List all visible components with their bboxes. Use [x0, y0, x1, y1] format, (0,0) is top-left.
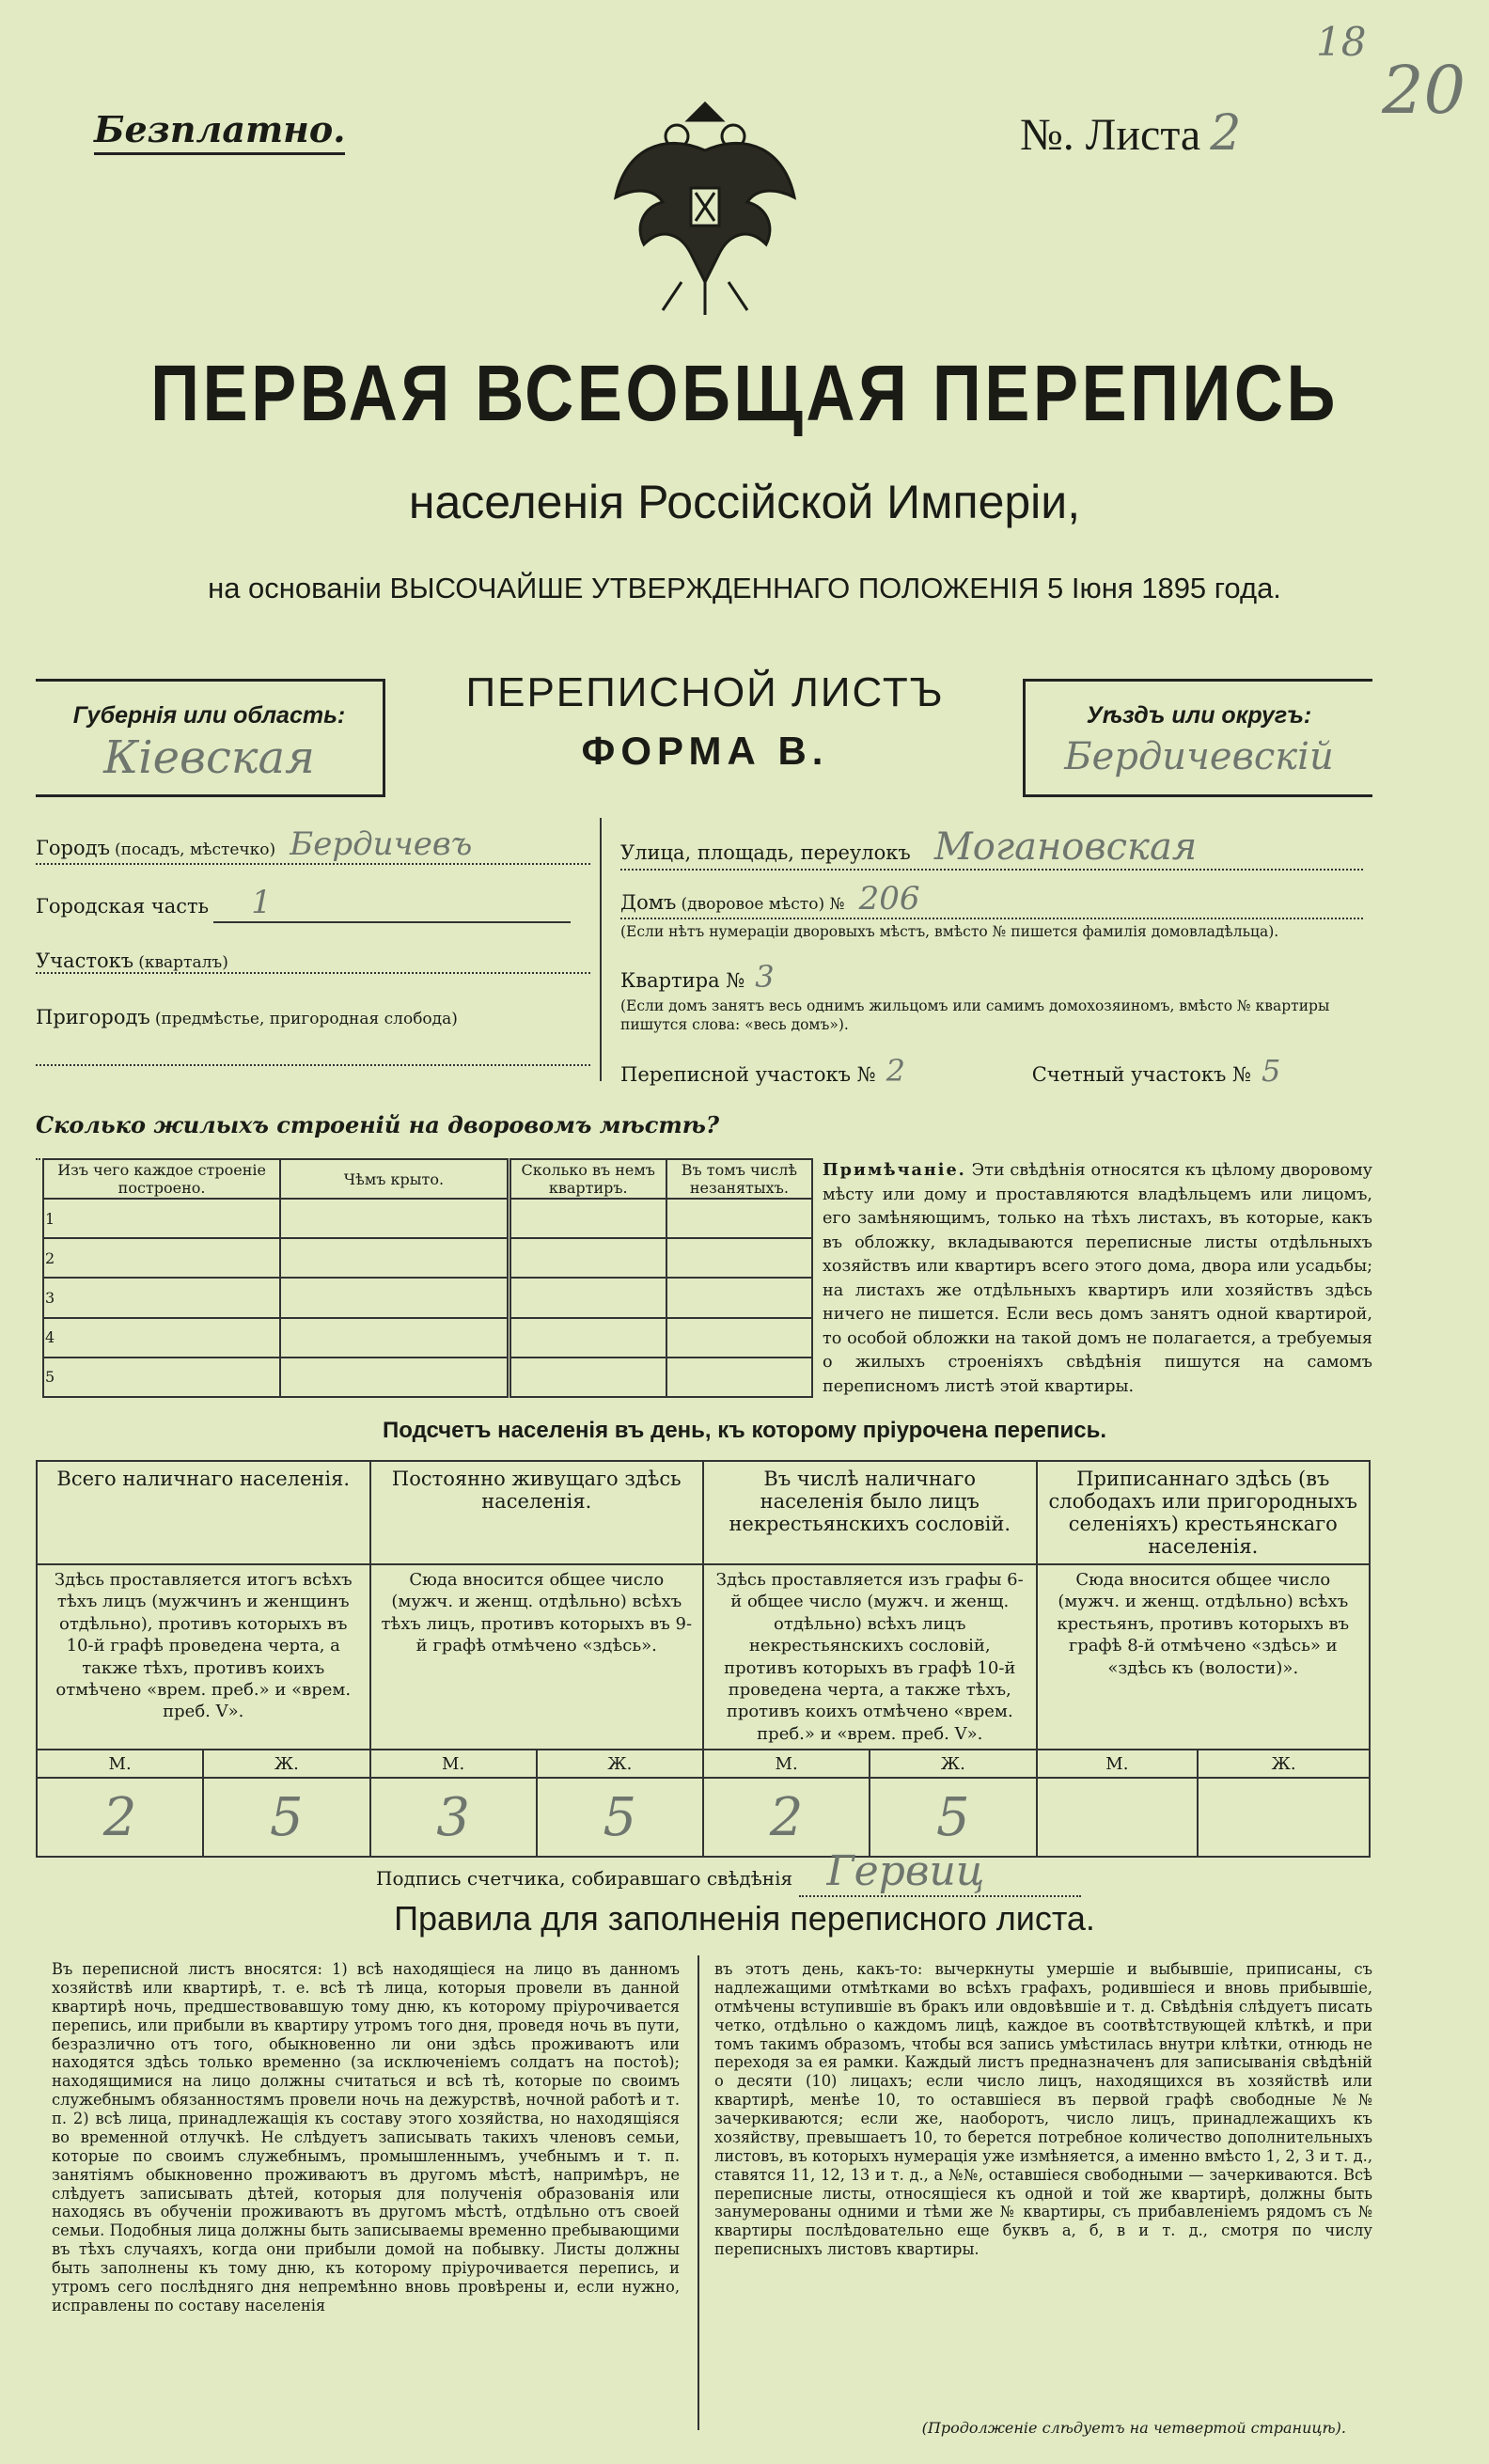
- housing-row-num: 2: [43, 1238, 280, 1278]
- male-count: [1037, 1778, 1199, 1857]
- housing-row-num: 3: [43, 1278, 280, 1317]
- female-count: [1198, 1778, 1370, 1857]
- rules-continued: (Продолженіе слѣдуетъ на четвертой страницѣ).: [921, 2419, 1346, 2437]
- district-row: [36, 950, 590, 974]
- legal-basis: на основаніи ВЫСОЧАЙШЕ УТВЕРЖДЕННАГО ПОЛОЖЕНІЯ 5 Іюня 1895 года.: [208, 572, 1281, 604]
- housing-table: [42, 1158, 813, 1398]
- gubernia-value: Кіевская: [103, 731, 315, 784]
- census-area-row: [620, 1053, 1363, 1089]
- housing-col-apts: Сколько въ немъ квартиръ.: [509, 1159, 666, 1199]
- gubernia-label: Губернія или область:: [72, 702, 346, 729]
- female-count: 5: [537, 1778, 703, 1857]
- male-label: М.: [703, 1750, 870, 1778]
- rules-right: въ этотъ день, какъ-то: вычеркнуты умершіе и выбывшіе, приписаны, съ надлежащими отмѣтками во всѣхъ графахъ, родившіеся и вновь прибывшіе, отмѣчены вступившіе въ бракъ или овдовѣвшіе и т. д. Свѣдѣнія слѣдуетъ писать четко, отдѣльно о каждомъ лицѣ, каждое въ соотвѣтствующей клѣткѣ, и при томъ такимъ образомъ, чтобы вся запись умѣстилась внутри клѣтки, отнюдь не переходя за ея рамки. Каждый листъ предназначенъ для записыванія свѣдѣній о десяти (10) лицахъ; если число лицъ, находящихся въ хозяйствѣ или квартирѣ, менѣе 10, то оставшіеся въ первой графѣ свободные №№ зачеркиваются; если же, наоборотъ, число лицъ, принадлежащихъ къ хозяйству, превышаетъ 10, то берется потребное количество дополнительныхъ листовъ, въ которыхъ нумерація уже измѣняется, а именно вмѣсто 1, 2, 3 и т. д., ставятся 11, 12, 13 и т. д., а №№, оставшіеся свободными — зачеркиваются. Всѣ переписные листы, относящіеся къ одной и той же квартирѣ, должны быть занумерованы одними и тѣми же № квартиры, съ прибавленіемъ рядомъ съ № квартиры послѣдовательно еще буквъ а, б, в и т. д., смотря по числу переписныхъ листовъ квартиры.: [714, 1960, 1372, 2259]
- housing-col-vacant: Въ томъ числѣ незанятыхъ.: [666, 1159, 812, 1199]
- pop-col-header: Въ числѣ наличнаго населенія было лицъ некрестьянскихъ сословій.: [703, 1461, 1037, 1564]
- suburb-line: [36, 1064, 590, 1066]
- signature-value: Гервиц: [826, 1847, 985, 1895]
- uezd-box: [1023, 679, 1372, 797]
- form-type: ФОРМА В.: [581, 729, 829, 773]
- housing-note-text: Эти свѣдѣнія относятся къ цѣлому дворовому мѣсту или дому и проставляются владѣльцемъ или лицомъ, его замѣняющимъ, только на тѣхъ листахъ, въ которые, какъ въ обложку, вкладываются переписные листы отдѣльныхъ хозяйствъ или квартиръ всего этого дома, двора или усадьбы; на листахъ же отдѣльныхъ квартиръ или хозяйствъ здѣсь ничего не пишется. Если весь домъ занятъ одной квартирой, то особой обложки на такой домъ не полагается, а требуемыя о жилыхъ строеніяхъ свѣдѣнія пишутся на самомъ переписномъ листѣ этой квартиры.: [823, 1161, 1372, 1396]
- district-hint: (кварталъ): [138, 953, 228, 972]
- pop-col-desc: Здѣсь проставляется итогъ всѣхъ тѣхъ лицъ (мужчинъ и женщинъ отдѣльно), противъ которыхъ въ 10-й графѣ проведена черта, а также тѣхъ, противъ коихъ отмѣчено «врем. преб.» и «врем. преб. V».: [37, 1564, 370, 1750]
- rules-left: Въ переписной листъ вносятся: 1) всѣ находящіеся на лицо въ данномъ хозяйствѣ или квартирѣ, т. е. всѣ тѣ лица, которыя провели въ данной квартирѣ ночь, предшествовавшую тому дню, къ которому пріурочивается перепись, или прибыли въ квартиру утромъ того дня, проведя ночь въ пути, безразлично отъ того, обыкновенно ли они здѣсь проживаютъ или находятся здѣсь только временно (за исключеніемъ солдатъ на постоѣ); находящимися на лицо должны считаться и всѣ тѣ, которые по своимъ служебнымъ обязанностямъ провели ночь на дежурствѣ, ночной работѣ и т. п. 2) всѣ лица, принадлежащія къ составу этого хозяйства, но находящіяся во временной отлучкѣ. Не слѣдуетъ записывать такихъ членовъ семьи, которые по своимъ служебнымъ, промышленнымъ, учебнымъ и т. п. занятіямъ обыкновенно проживаютъ въ другомъ мѣстѣ, напримѣръ, не слѣдуетъ записывать дѣтей, которыя для полученія образованія или находясь въ обученіи проживаютъ въ другомъ мѣстѣ, отдѣльно отъ своей семьи. Подобныя лица должны быть записываемы временно пребывающими въ тѣхъ случаяхъ, когда они прибыли домой на побывку. Листы должны быть заполнены къ тому дню, къ которому пріурочивается перепись, и утромъ сего послѣдняго дня непремѣнно вновь провѣрены и, если нужно, исправлены по составу населенія: [52, 1960, 680, 2315]
- house-note: (Если нѣтъ нумераціи дворовыхъ мѣстъ, вмѣсто № пишется фамилія домовладѣльца).: [620, 923, 1279, 940]
- male-label: М.: [1037, 1750, 1199, 1778]
- uezd-value: Бердичевскій: [1064, 735, 1334, 778]
- count-area-label: Счетный участокъ №: [1031, 1063, 1251, 1086]
- sheet-number-label: №. Листа: [1020, 110, 1201, 160]
- housing-row-num: 1: [43, 1199, 280, 1238]
- suburb-label: Пригородъ: [36, 1006, 150, 1028]
- house-hint: (дворовое мѣсто) №: [681, 895, 845, 914]
- city-label: Городъ: [36, 837, 110, 859]
- house-label: Домъ: [620, 891, 677, 914]
- male-count: 2: [37, 1778, 203, 1857]
- male-count: 3: [370, 1778, 537, 1857]
- population-title: Подсчетъ населенія въ день, къ которому пріурочена перепись.: [383, 1418, 1106, 1443]
- apt-note: (Если домъ занятъ весь однимъ жильцомъ или самимъ домохозяиномъ, вмѣсто № квартиры пишутся слова: «весь домъ»).: [620, 997, 1330, 1034]
- apt-value: 3: [755, 959, 775, 995]
- female-count: 5: [203, 1778, 369, 1857]
- housing-question-text: Сколько жилыхъ строеній на дворовомъ мѣстѣ?: [36, 1111, 720, 1138]
- city-row: [36, 825, 590, 865]
- sheet-number: [1020, 105, 1241, 162]
- free-label: Безплатно.: [94, 108, 345, 155]
- female-label: Ж.: [870, 1750, 1036, 1778]
- corner-number-large: 20: [1382, 52, 1466, 129]
- apt-row: [620, 959, 1363, 995]
- corner-number: 18: [1316, 19, 1367, 65]
- male-label: М.: [37, 1750, 203, 1778]
- district-label: Участокъ: [36, 950, 134, 972]
- city-part-label: Городская часть: [36, 895, 210, 918]
- address-right: [620, 818, 1372, 1100]
- apt-label: Квартира №: [620, 969, 745, 992]
- housing-note: [823, 1158, 1372, 1399]
- signature-row: [376, 1847, 1147, 1897]
- rules-divider: [697, 1955, 699, 2430]
- city-value: Бердичевъ: [290, 825, 473, 863]
- female-label: Ж.: [203, 1750, 369, 1778]
- suburb-hint: (предмѣстье, пригородная слобода): [154, 1010, 458, 1028]
- pop-col-desc: Здѣсь проставляется изъ графы 6-й общее число (мужч. и женщ. отдѣльно) всѣхъ лицъ некрестьянскихъ сословій, противъ которыхъ въ графѣ 10-й проведена черта, а также тѣхъ, противъ коихъ отмѣчено «врем. преб.» и «врем. преб. V».: [703, 1564, 1037, 1750]
- housing-col-material: Изъ чего каждое строеніе построено.: [43, 1159, 280, 1199]
- housing-row-num: 5: [43, 1358, 280, 1397]
- signature-label: Подпись счетчика, собиравшаго свѣдѣнія: [376, 1867, 793, 1890]
- count-area-value: 5: [1261, 1053, 1281, 1089]
- city-part-value: 1: [251, 884, 272, 921]
- pop-col-header: Приписаннаго здѣсь (въ слободахъ или пригородныхъ селеніяхъ) крестьянскаго населенія.: [1037, 1461, 1371, 1564]
- uezd-label: Уѣздъ или округъ:: [1086, 702, 1312, 729]
- street-row: [620, 825, 1363, 871]
- pop-col-header: Постоянно живущаго здѣсь населенія.: [370, 1461, 704, 1564]
- pop-col-header: Всего наличнаго населенія.: [37, 1461, 370, 1564]
- male-label: М.: [370, 1750, 537, 1778]
- census-area-label: Переписной участокъ №: [620, 1063, 876, 1086]
- female-count: 5: [870, 1778, 1036, 1857]
- house-row: [620, 880, 1363, 919]
- address-left: [36, 818, 602, 1081]
- housing-row-num: 4: [43, 1318, 280, 1358]
- pop-col-desc: Сюда вносится общее число (мужч. и женщ. отдѣльно) всѣхъ крестьянъ, противъ которыхъ въ графѣ 8-й отмѣчено «здѣсь» и «здѣсь къ (волости)».: [1037, 1564, 1371, 1750]
- city-part-row: [36, 884, 590, 923]
- form-title: ПЕРЕПИСНОЙ ЛИСТЪ: [465, 669, 945, 715]
- rules-title: Правила для заполненія переписного листа.: [394, 1899, 1095, 1938]
- population-table: [36, 1460, 1371, 1858]
- housing-note-title: Примѣчаніе.: [823, 1160, 966, 1180]
- female-label: Ж.: [537, 1750, 703, 1778]
- house-value: 206: [858, 880, 920, 918]
- sheet-number-value: 2: [1210, 105, 1242, 162]
- suburb-row: [36, 1006, 590, 1028]
- census-area-value: 2: [886, 1053, 905, 1089]
- male-count: 2: [703, 1778, 870, 1857]
- street-label: Улица, площадь, переулокъ: [620, 841, 911, 864]
- pop-col-desc: Сюда вносится общее число (мужч. и женщ. отдѣльно) всѣхъ тѣхъ лицъ, противъ которыхъ въ 9-й графѣ отмѣчено «здѣсь».: [370, 1564, 704, 1750]
- housing-col-roof: Чѣмъ крыто.: [280, 1159, 509, 1199]
- female-label: Ж.: [1198, 1750, 1370, 1778]
- gubernia-box: [36, 679, 385, 797]
- document-subtitle: населенія Россійской Имперіи,: [408, 476, 1081, 528]
- document-title: ПЕРВАЯ ВСЕОБЩАЯ ПЕРЕПИСЬ: [150, 349, 1339, 437]
- city-hint: (посадъ, мѣстечко): [115, 840, 276, 859]
- street-value: Могановская: [933, 825, 1198, 869]
- imperial-eagle-emblem: [606, 94, 804, 320]
